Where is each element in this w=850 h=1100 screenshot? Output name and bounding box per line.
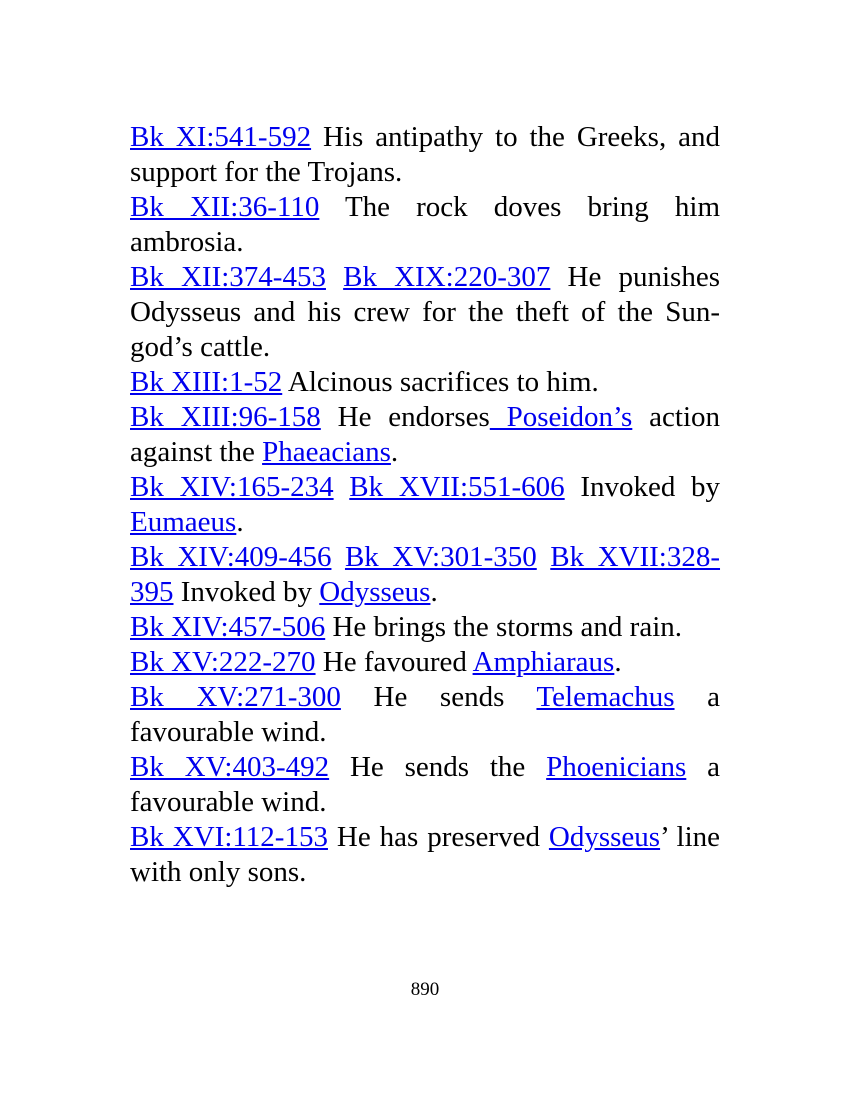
entry-text [326, 261, 343, 293]
index-entry [130, 680, 720, 750]
index-entry [130, 190, 720, 260]
entry-text: Invoked by [564, 471, 721, 503]
index-entry [130, 820, 720, 890]
entry-text: . [236, 506, 244, 538]
reference-link[interactable]: Eumaeus [130, 506, 237, 538]
reference-link[interactable]: Bk XV:271-300 [130, 681, 341, 713]
index-entry [130, 610, 720, 645]
entry-text: He sends [340, 681, 537, 713]
entry-text: a favourable wind. [130, 751, 720, 818]
reference-link[interactable]: Bk XIII:1-52 [130, 366, 283, 398]
reference-link[interactable]: Telemachus [536, 681, 675, 713]
page-body [130, 120, 720, 890]
reference-link[interactable]: Odysseus [319, 576, 431, 608]
reference-link[interactable]: Odysseus [548, 821, 661, 853]
entry-text [334, 471, 350, 503]
reference-link[interactable]: Bk XV:301-350 [344, 541, 537, 573]
index-entry [130, 260, 720, 365]
reference-link[interactable]: Phoenicians [546, 751, 687, 783]
reference-link[interactable]: Bk XII:36-110 [130, 191, 320, 223]
reference-link[interactable]: Poseidon’s [489, 401, 633, 433]
reference-link[interactable]: Bk XV:222-270 [130, 646, 316, 678]
reference-link[interactable]: Bk XIII:96-158 [130, 401, 321, 433]
entry-text: . [614, 646, 622, 678]
entry-text: He has preserved [327, 821, 549, 853]
index-entry [130, 540, 720, 610]
reference-link[interactable]: Bk XII:374-453 [130, 261, 326, 293]
entry-text: He favoured [315, 646, 473, 678]
entry-text: ’ line with only sons. [130, 821, 721, 888]
index-entry [130, 120, 720, 190]
entry-text: action against the [130, 401, 721, 468]
entry-text: . [430, 576, 438, 608]
entry-text: He endorses [320, 401, 490, 433]
index-entry [130, 750, 720, 820]
reference-link[interactable]: Bk XIV:457-506 [130, 611, 326, 643]
entry-text: Invoked by [173, 576, 320, 608]
entry-text: The rock doves bring him ambrosia. [130, 191, 720, 258]
entry-text [331, 541, 345, 573]
index-entry [130, 365, 720, 400]
reference-link[interactable]: Bk XIV:165-234 [130, 471, 334, 503]
entry-text: Alcinous sacrifices to him. [282, 366, 599, 398]
reference-link[interactable]: Bk XVI:112-153 [130, 821, 328, 853]
entry-text: He brings the storms and rain. [325, 611, 682, 643]
reference-link[interactable]: Phaeacians [262, 436, 391, 468]
entry-text [537, 541, 551, 573]
entry-text: He sends the [329, 751, 547, 783]
entry-text: . [390, 436, 399, 468]
reference-link[interactable]: Bk XV:403-492 [130, 751, 330, 783]
index-entry [130, 645, 720, 680]
reference-link[interactable]: Bk XIV:409-456 [130, 541, 332, 573]
reference-link[interactable]: Bk XVII:328-395 [130, 541, 721, 608]
reference-link[interactable]: Bk XIX:220-307 [343, 261, 551, 293]
reference-link[interactable]: Bk XVII:551-606 [349, 471, 565, 503]
entry-text: a favourable wind. [130, 681, 721, 748]
entry-text: His antipathy to the Greeks, and support for the Trojans. [130, 121, 720, 188]
index-entry [130, 470, 720, 540]
index-entry [130, 400, 720, 470]
reference-link[interactable]: Amphiaraus [472, 646, 615, 678]
entry-text: He punishes Odysseus and his crew for the theft of the Sun-god’s cattle. [130, 261, 720, 363]
reference-link[interactable]: Bk XI:541-592 [130, 121, 312, 153]
page-number: 890 [410, 979, 440, 1000]
